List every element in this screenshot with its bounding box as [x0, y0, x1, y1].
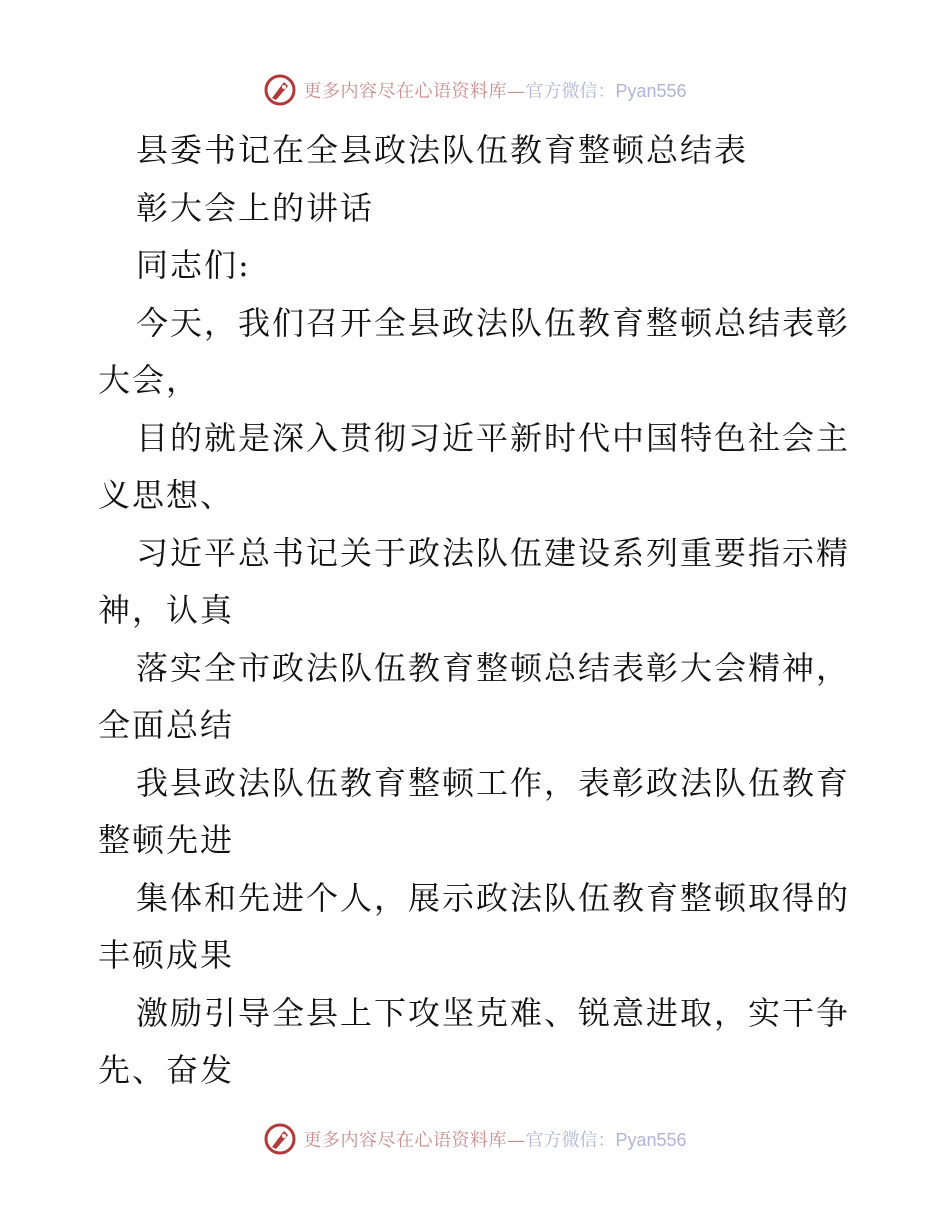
paragraph-line: 大会，	[98, 361, 201, 399]
document-body	[98, 122, 858, 1100]
paragraph-line: 义思想、	[98, 476, 235, 514]
banner-wechat: 官方微信：Pyan556	[525, 81, 687, 101]
paragraph-line: 习近平总书记关于政法队伍建设系列重要指示精	[136, 533, 851, 572]
banner-text: 更多内容尽在心语资料库—	[303, 81, 526, 102]
pen-nib-logo-icon	[263, 1122, 297, 1156]
paragraph-line: 激励引导全县上下攻坚克难、锐意进取，实干争	[136, 993, 851, 1032]
paragraph-line: 整顿先进	[98, 821, 235, 859]
paragraph-line: 神，认真	[98, 591, 235, 629]
paragraph-line: 全面总结	[98, 706, 235, 744]
header-banner	[0, 70, 950, 110]
paragraph-line: 今天，我们召开全县政法队伍教育整顿总结表彰	[136, 303, 851, 342]
greeting: 同志们:	[136, 246, 251, 284]
pen-nib-logo-icon	[263, 73, 297, 107]
paragraph-line: 落实全市政法队伍教育整顿总结表彰大会精神，	[136, 648, 851, 687]
paragraph-line: 目的就是深入贯彻习近平新时代中国特色社会主	[136, 418, 851, 457]
banner-wechat: 官方微信：Pyan556	[525, 1130, 687, 1150]
footer-banner	[0, 1119, 950, 1159]
paragraph-line: 丰硕成果	[98, 936, 235, 974]
document-title-line-2: 彰大会上的讲话	[136, 188, 375, 227]
paragraph-line: 我县政法队伍教育整顿工作，表彰政法队伍教育	[136, 763, 851, 802]
document-title-line-1: 县委书记在全县政法队伍教育整顿总结表	[136, 131, 749, 169]
paragraph-line: 先、奋发	[98, 1051, 235, 1089]
paragraph-line: 集体和先进个人，展示政法队伍教育整顿取得的	[136, 878, 851, 917]
banner-text: 更多内容尽在心语资料库—	[303, 1130, 526, 1151]
